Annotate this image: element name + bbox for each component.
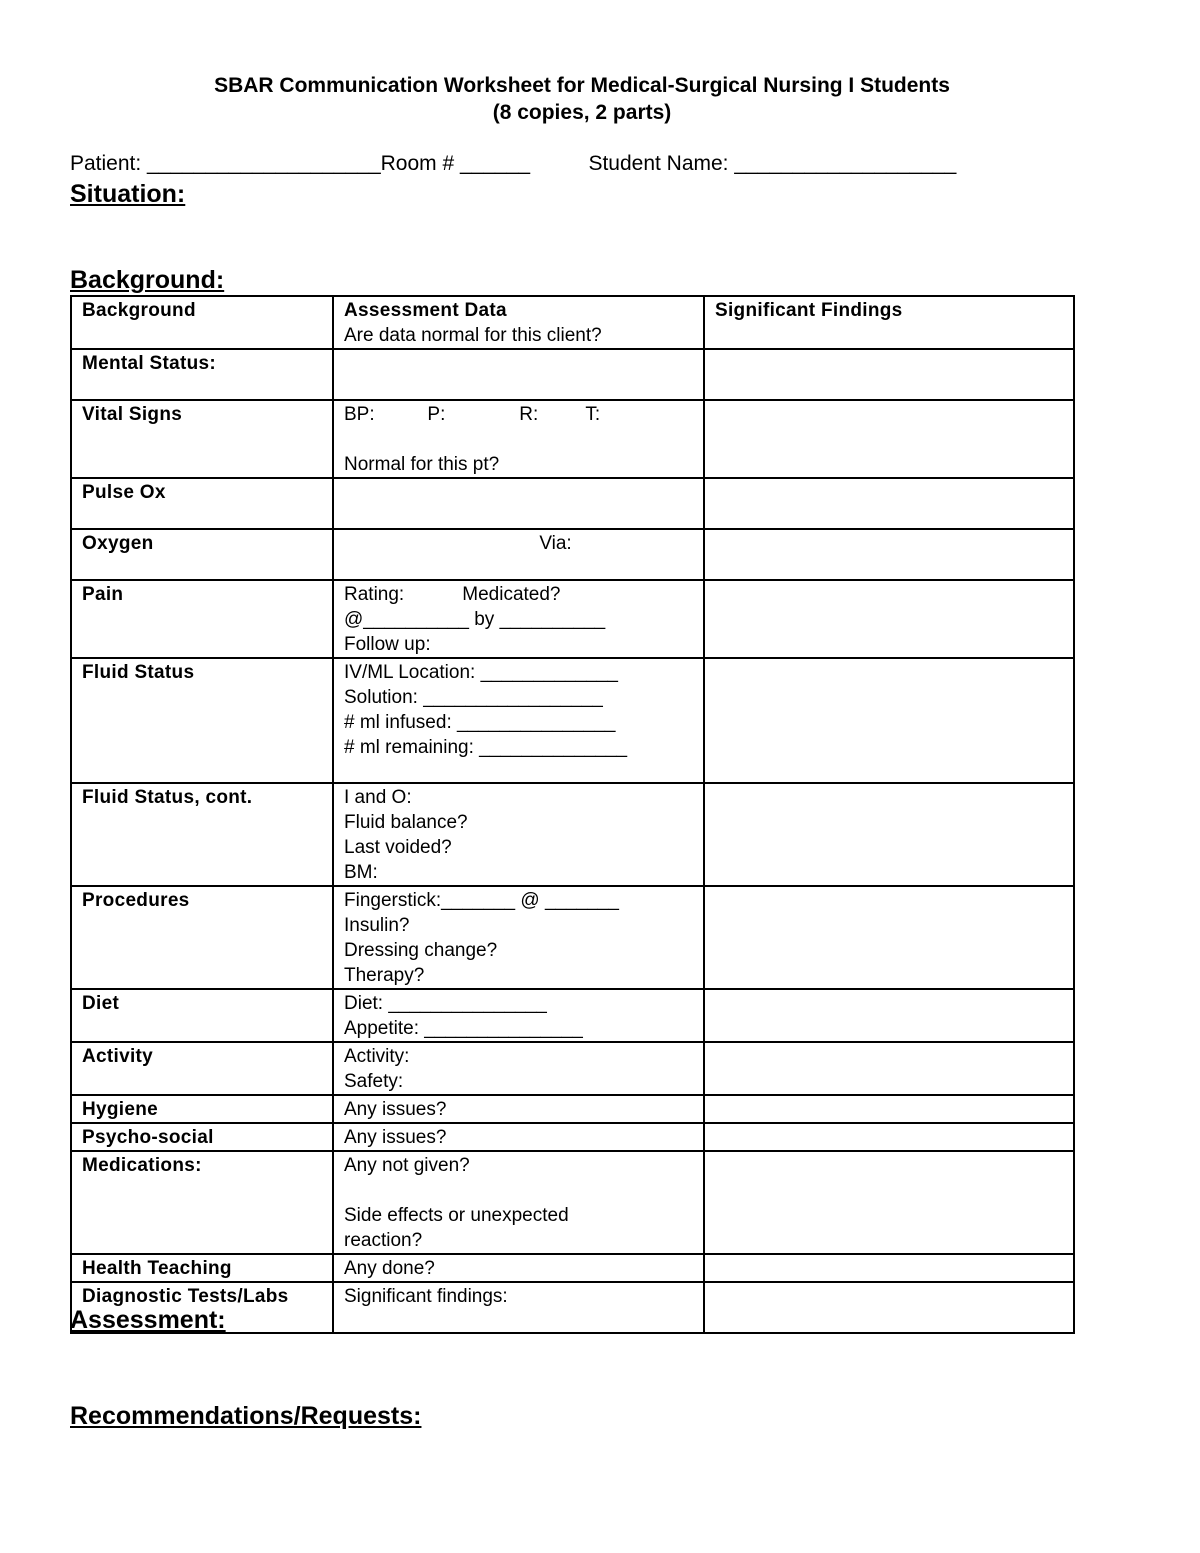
assessment-data-cell[interactable] [333, 580, 704, 658]
assessment-data-cell[interactable] [333, 1123, 704, 1151]
assessment-line: Fluid balance? [344, 812, 468, 833]
row-label: Vital Signs [71, 400, 333, 478]
student-name-field: Student Name: ___________________ [588, 152, 957, 175]
assessment-line: Normal for this pt? [344, 454, 500, 475]
row-label: Hygiene [71, 1095, 333, 1123]
significant-findings-cell[interactable] [704, 400, 1074, 478]
table-row [71, 658, 1074, 783]
table-row [71, 1095, 1074, 1123]
assessment-line: Significant findings: [344, 1286, 508, 1307]
table-row [71, 400, 1074, 478]
table-row [71, 783, 1074, 886]
assessment-line: IV/ML Location: _____________ [344, 662, 618, 683]
background-heading: Background: [70, 266, 225, 294]
significant-findings-cell[interactable] [704, 1151, 1074, 1254]
row-label: Activity [71, 1042, 333, 1095]
assessment-line: # ml infused: _______________ [344, 712, 616, 733]
assessment-line: Any issues? [344, 1127, 447, 1148]
row-label: Fluid Status, cont. [71, 783, 333, 886]
assessment-data-cell[interactable] [333, 529, 704, 580]
assessment-data-cell[interactable] [333, 349, 704, 400]
assessment-data-cell[interactable] [333, 1042, 704, 1095]
significant-findings-cell[interactable] [704, 886, 1074, 989]
table-row [71, 1151, 1074, 1254]
header-significant-findings: Significant Findings [704, 296, 1074, 349]
situation-heading: Situation: [70, 180, 186, 208]
table-row [71, 349, 1074, 400]
assessment-line: Diet: _______________ [344, 993, 547, 1014]
table-row [71, 886, 1074, 989]
assessment-line: Activity: [344, 1046, 410, 1067]
assessment-data-cell[interactable] [333, 989, 704, 1042]
assessment-data-cell[interactable] [333, 886, 704, 989]
assessment-heading: Assessment: [70, 1306, 226, 1334]
assessment-line: BP: P: R: T: [344, 404, 601, 425]
significant-findings-cell[interactable] [704, 1042, 1074, 1095]
assessment-line: reaction? [344, 1230, 423, 1251]
row-label: Diet [71, 989, 333, 1042]
significant-findings-cell[interactable] [704, 658, 1074, 783]
significant-findings-cell[interactable] [704, 783, 1074, 886]
document-title [0, 72, 1164, 126]
assessment-line: BM: [344, 862, 378, 883]
significant-findings-cell[interactable] [704, 1095, 1074, 1123]
significant-findings-cell[interactable] [704, 989, 1074, 1042]
table-row [71, 580, 1074, 658]
table-row [71, 478, 1074, 529]
assessment-line: Therapy? [344, 965, 425, 986]
header-assessment-sub: Are data normal for this client? [344, 325, 602, 346]
row-label: Diagnostic Tests/Labs [71, 1282, 333, 1333]
table-header-row [71, 296, 1074, 349]
assessment-line: Dressing change? [344, 940, 498, 961]
significant-findings-cell[interactable] [704, 1123, 1074, 1151]
row-label: Psycho-social [71, 1123, 333, 1151]
table-row [71, 529, 1074, 580]
assessment-data-cell[interactable] [333, 400, 704, 478]
header-assessment-data [333, 296, 704, 349]
significant-findings-cell[interactable] [704, 1254, 1074, 1282]
title-line-2: (8 copies, 2 parts) [492, 101, 672, 124]
assessment-data-cell[interactable] [333, 1254, 704, 1282]
assessment-line: Follow up: [344, 634, 431, 655]
row-label: Procedures [71, 886, 333, 989]
row-label: Health Teaching [71, 1254, 333, 1282]
header-assessment-title: Assessment Data [344, 300, 507, 321]
patient-info-line [70, 152, 956, 176]
significant-findings-cell[interactable] [704, 580, 1074, 658]
assessment-data-cell[interactable] [333, 658, 704, 783]
assessment-data-cell[interactable] [333, 1095, 704, 1123]
significant-findings-cell[interactable] [704, 478, 1074, 529]
title-line-1: SBAR Communication Worksheet for Medical-Surgical Nursing I Students [214, 74, 950, 97]
assessment-line: Via: [344, 533, 572, 554]
significant-findings-cell[interactable] [704, 1282, 1074, 1333]
assessment-line: Any done? [344, 1258, 435, 1279]
assessment-line: Fingerstick:_______ @ _______ [344, 890, 619, 911]
assessment-data-cell[interactable] [333, 478, 704, 529]
assessment-line: Last voided? [344, 837, 452, 858]
background-table [70, 295, 1075, 1334]
row-label: Oxygen [71, 529, 333, 580]
assessment-line [344, 1178, 693, 1203]
row-label: Pain [71, 580, 333, 658]
header-background: Background [71, 296, 333, 349]
assessment-line: Side effects or unexpected [344, 1205, 569, 1226]
significant-findings-cell[interactable] [704, 529, 1074, 580]
row-label: Pulse Ox [71, 478, 333, 529]
assessment-line: Any issues? [344, 1099, 447, 1120]
patient-room-field: Patient: ____________________Room # ______ [70, 152, 531, 175]
assessment-line: I and O: [344, 787, 412, 808]
assessment-line: Rating: Medicated? [344, 584, 561, 605]
assessment-line [344, 427, 693, 452]
assessment-line: Solution: _________________ [344, 687, 603, 708]
assessment-data-cell[interactable] [333, 1151, 704, 1254]
table-row [71, 1254, 1074, 1282]
assessment-line: Any not given? [344, 1155, 470, 1176]
table-row [71, 1042, 1074, 1095]
assessment-line: @__________ by __________ [344, 609, 606, 630]
significant-findings-cell[interactable] [704, 349, 1074, 400]
recommendations-heading: Recommendations/Requests: [70, 1402, 422, 1430]
assessment-line: Insulin? [344, 915, 410, 936]
row-label: Medications: [71, 1151, 333, 1254]
assessment-line: Safety: [344, 1071, 404, 1092]
assessment-data-cell[interactable] [333, 1282, 704, 1333]
assessment-data-cell[interactable] [333, 783, 704, 886]
row-label: Mental Status: [71, 349, 333, 400]
table-row [71, 1123, 1074, 1151]
assessment-line: Appetite: _______________ [344, 1018, 583, 1039]
table-row [71, 989, 1074, 1042]
row-label: Fluid Status [71, 658, 333, 783]
assessment-line: # ml remaining: ______________ [344, 737, 628, 758]
